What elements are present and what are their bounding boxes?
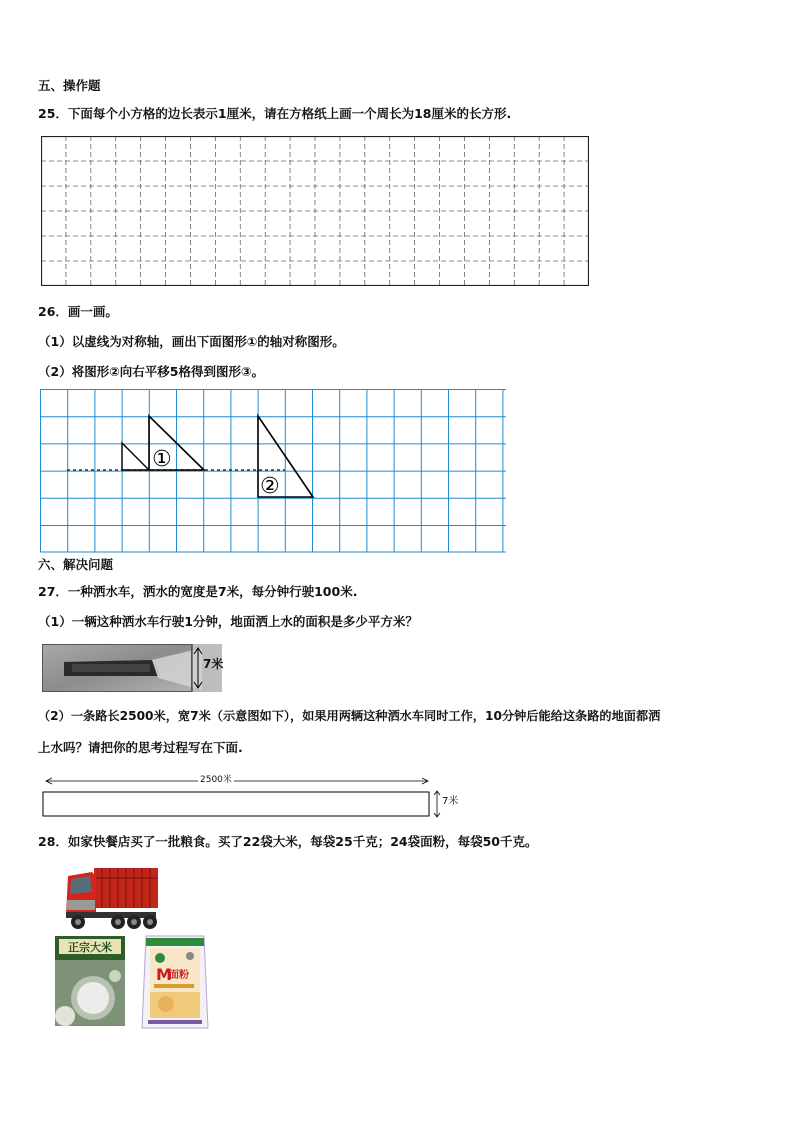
flour-brand-letter: M (156, 965, 172, 984)
question-25-text: 下面每个小方格的边长表示1厘米，请在方格纸上画一个周长为18厘米的长方形. (67, 106, 512, 121)
question-28-number: 28． (38, 834, 68, 849)
road-length-label: 2500米 (200, 775, 232, 785)
question-28-text: 如家快餐店买了一批粮食。买了22袋大米，每袋25千克；24袋面粉，每袋50千克。 (67, 834, 538, 849)
blue-grid-figure[interactable] (40, 389, 507, 553)
shape-1-label: ① (152, 447, 172, 472)
question-25-number: 25． (38, 106, 68, 121)
rice-bag-label: 正宗大米 (68, 941, 112, 954)
question-27-number: 27． (38, 584, 68, 599)
question-27-text: 一种洒水车，洒水的宽度是7米，每分钟行驶100米. (67, 584, 358, 599)
question-27 (38, 584, 357, 600)
question-27-part-2-line-1: （2）一条路长2500米，宽7米（示意图如下），如果用两辆这种洒水车同时工作，10分钟后能给这条路的地面都洒 (38, 709, 661, 723)
question-26-part-1: （1）以虚线为对称轴，画出下面图形①的轴对称图形。 (38, 334, 345, 349)
question-26-part-2: （2）将图形②向右平移5格得到图形③。 (38, 364, 265, 379)
section-5-title: 五、操作题 (38, 78, 101, 93)
question-26-number: 26． (38, 304, 68, 319)
question-27-part-2-line-2: 上水吗？请把你的思考过程写在下面. (38, 740, 243, 755)
question-26-title: 画一画。 (67, 304, 118, 319)
road-width-label: 7米 (442, 796, 459, 807)
section-6-title: 六、解决问题 (38, 557, 114, 572)
truck-image (64, 862, 160, 932)
square-grid-paper[interactable] (41, 136, 589, 286)
truck-width-label: 7米 (203, 657, 224, 671)
flour-bag-image (140, 934, 210, 1030)
road-diagram (42, 774, 434, 818)
shape-2-label: ② (260, 474, 280, 499)
flour-bag-label: 面粉 (169, 970, 189, 981)
question-26 (38, 304, 118, 320)
small-triangle (122, 443, 149, 470)
rice-bag-image (55, 936, 125, 1026)
question-27-part-1: （1）一辆这种洒水车行驶1分钟，地面洒上水的面积是多少平方米？ (38, 614, 418, 629)
road-width-arrow (432, 790, 442, 818)
question-28 (38, 834, 538, 850)
question-25 (38, 106, 511, 122)
